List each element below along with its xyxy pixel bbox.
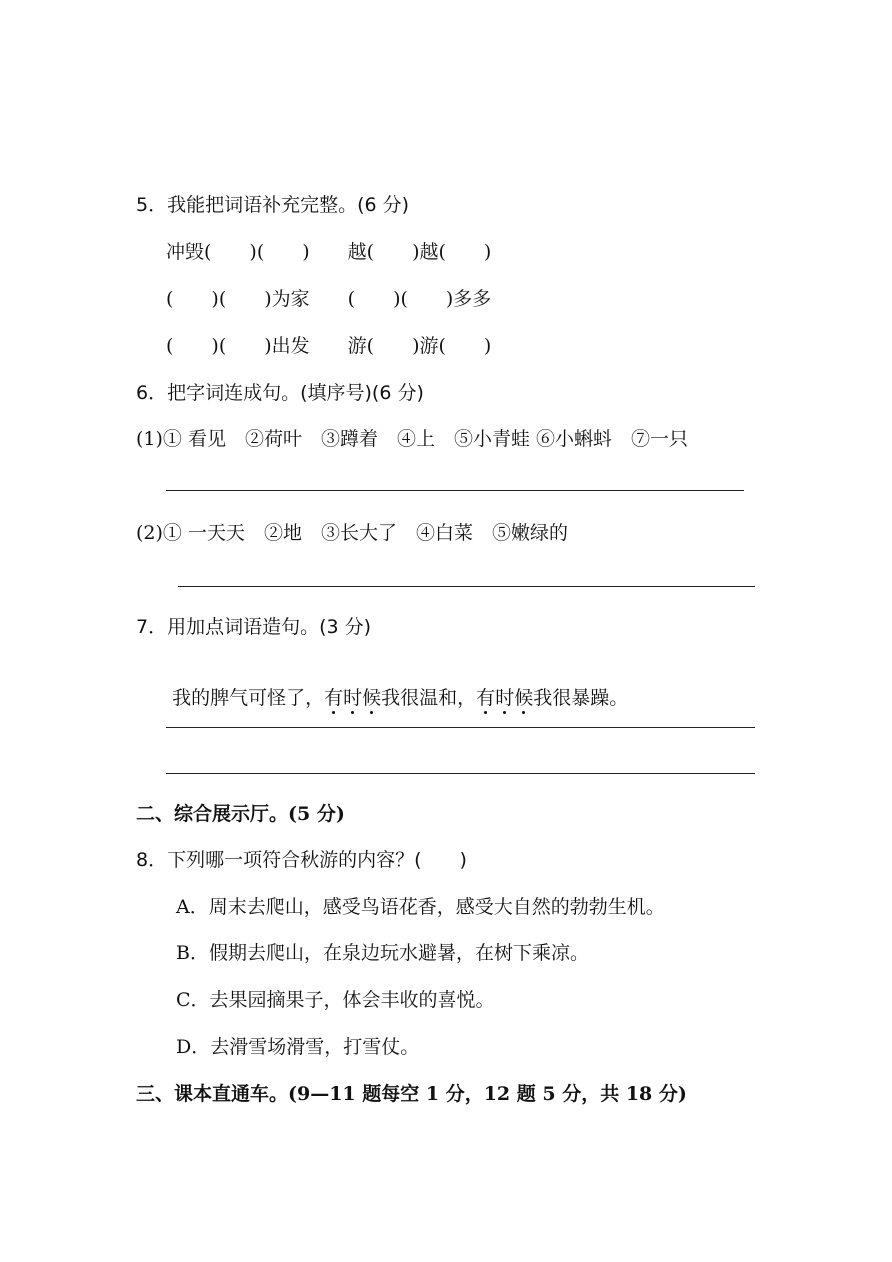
q5-row-1: 冲毁( )( ) 越( )越( ): [166, 241, 492, 263]
emphasis-char: 候: [514, 687, 534, 709]
q6-title: 6．把字词连成句。(填序号)(6 分): [136, 382, 424, 404]
section-3-heading: 三、课本直通车。(9—11 题每空 1 分，12 题 5 分，共 18 分): [136, 1083, 687, 1105]
section-2-heading: 二、综合展示厅。(5 分): [136, 803, 345, 825]
emphasis-char: 候: [362, 687, 382, 709]
q7-text-a: 我的脾气可怪了，: [172, 687, 325, 709]
emphasis-char: 时: [343, 687, 363, 709]
q7-answer-line-1: [166, 727, 755, 728]
q5-title: 5．我能把词语补充完整。(6 分): [136, 194, 410, 216]
q7-text-b: 我很温和，: [381, 687, 477, 709]
q8-option-b: B．假期去爬山，在泉边玩水避暑，在树下乘凉。: [176, 942, 589, 964]
q8-title: 8．下列哪一项符合秋游的内容？( ): [136, 849, 467, 871]
q8-option-d: D．去滑雪场滑雪，打雪仗。: [176, 1036, 420, 1058]
q7-answer-line-2: [166, 773, 755, 774]
q6-answer-line-1: [166, 490, 744, 491]
emphasis-char: 有: [324, 687, 344, 709]
q5-row-3: ( )( )出发 游( )游( ): [166, 335, 492, 357]
q6-item-2: (2)① 一天天 ②地 ③长大了 ④白菜 ⑤嫩绿的: [136, 522, 568, 544]
q5-row-2: ( )( )为家 ( )( )多多: [166, 288, 492, 310]
q8-option-c: C．去果园摘果子，体会丰收的喜悦。: [176, 989, 495, 1011]
q7-title: 7．用加点词语造句。(3 分): [136, 616, 372, 638]
emphasis-char: 时: [495, 687, 515, 709]
q8-option-a: A．周末去爬山，感受鸟语花香，感受大自然的勃勃生机。: [176, 896, 665, 918]
q6-answer-line-2: [178, 586, 755, 587]
q6-item-1: (1)① 看见 ②荷叶 ③蹲着 ④上 ⑤小青蛙 ⑥小蝌蚪 ⑦一只: [136, 428, 688, 450]
q7-sentence: [160, 659, 628, 711]
q7-text-c: 我很暴躁。: [533, 687, 629, 709]
emphasis-char: 有: [476, 687, 496, 709]
